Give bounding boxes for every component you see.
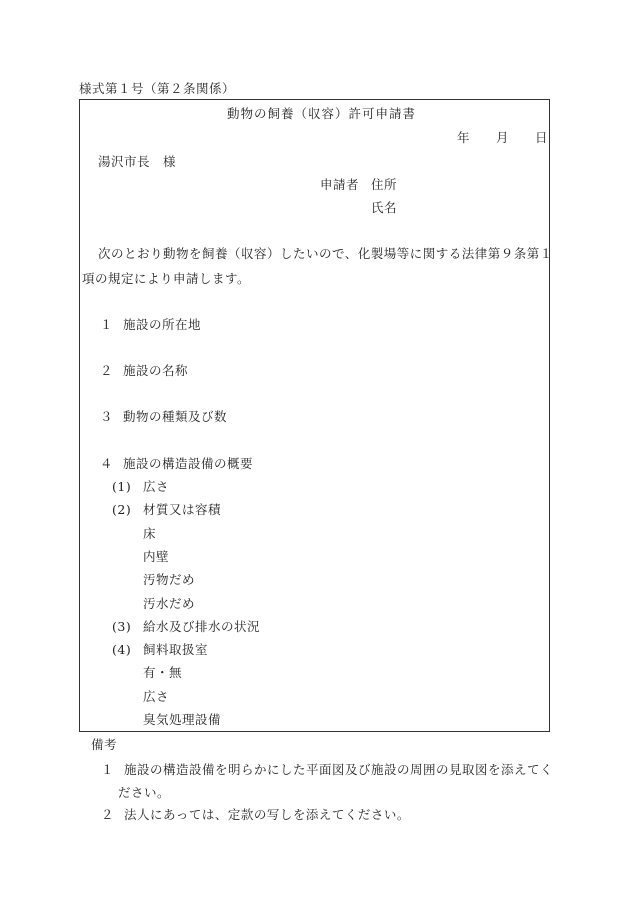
sub-1-number: (1)	[112, 479, 132, 494]
sub-4-label: 飼料取扱室	[143, 642, 209, 657]
form-number-label: 様式第１号（第２条関係）	[79, 81, 236, 96]
applicant-label: 申請者	[320, 177, 360, 192]
feed-room-exists: 有・無	[143, 665, 183, 680]
feed-room-area: 広さ	[143, 689, 170, 704]
odor-treatment: 臭気処理設備	[143, 712, 222, 727]
statement-line-2: 項の規定により申請します。	[82, 271, 251, 286]
item-4-number: ４	[100, 456, 114, 471]
sub-2-number: (2)	[112, 502, 132, 517]
item-4-label: 施設の構造設備の概要	[123, 456, 254, 471]
item-1-label: 施設の所在地	[123, 317, 202, 332]
item-1-number: １	[100, 317, 114, 332]
note-1-line-2: ださい。	[118, 785, 171, 800]
sub-3-number: (3)	[112, 619, 132, 634]
material-wastewater-tank: 汚水だめ	[143, 596, 196, 611]
material-floor: 床	[143, 526, 157, 541]
material-inner-wall: 内壁	[143, 549, 170, 564]
sub-1-label: 広さ	[143, 479, 170, 494]
item-2-label: 施設の名称	[123, 363, 189, 378]
name-label: 氏名	[371, 200, 398, 215]
date-year: 年	[457, 130, 471, 145]
sub-2-label: 材質又は容積	[143, 502, 222, 517]
item-2-number: ２	[100, 363, 114, 378]
sub-3-label: 給水及び排水の状況	[143, 619, 261, 634]
form-title: 動物の飼養（収容）許可申請書	[227, 106, 417, 121]
address-label: 住所	[371, 177, 398, 192]
note-1-number: １	[101, 762, 115, 777]
item-3-label: 動物の種類及び数	[123, 409, 228, 424]
notes-heading: 備考	[91, 737, 118, 752]
note-2-number: ２	[101, 807, 115, 822]
note-2-text: 法人にあっては、定款の写しを添えてください。	[124, 807, 410, 822]
statement-line-1: 次のとおり動物を飼養（収容）したいので、化製場等に関する法律第９条第１	[98, 246, 553, 261]
addressee: 湯沢市長 様	[98, 154, 177, 169]
sub-4-number: (4)	[112, 642, 132, 657]
date-day: 日	[535, 130, 549, 145]
item-3-number: ３	[100, 409, 114, 424]
note-1-line-1: 施設の構造設備を明らかにした平面図及び施設の周囲の見取図を添えてく	[124, 762, 554, 777]
material-dirt-tank: 汚物だめ	[143, 572, 196, 587]
date-month: 月	[496, 130, 510, 145]
